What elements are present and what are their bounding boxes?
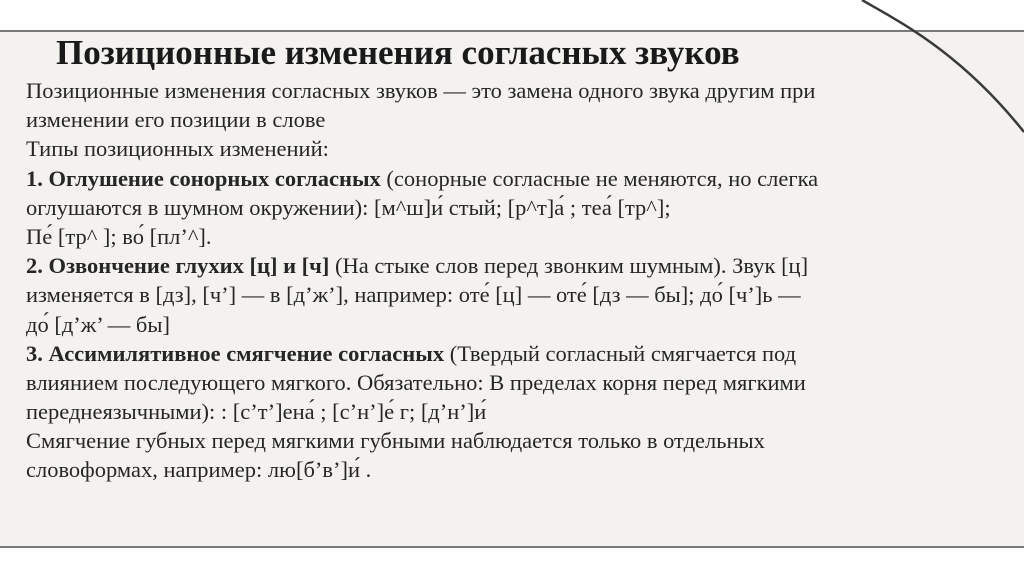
item3-heading: 3. Ассимилятивное смягчение согласных [26, 340, 445, 366]
bottom-band [0, 548, 1024, 574]
item2-line-1 [26, 251, 1016, 280]
item2-line-3: до́ [д’ж’ — бы] [26, 311, 170, 337]
definition-line-1: Позиционные изменения согласных звуков — это замена одного звука другим при [26, 78, 816, 103]
bottom-rule [0, 546, 1024, 548]
item3-line-1-rest: (Твердый согласный смягчается под [444, 340, 797, 366]
item1-line-3: Пе́ [тр^ ]; во́ [пл’^]. [26, 223, 212, 249]
types-heading: Типы позиционных изменений: [26, 136, 329, 162]
item1-line-1-rest: (сонорные согласные не меняются, но слегка [380, 165, 819, 191]
item3-line-3: переднеязычными): : [с’т’]ена́ ; [с’н’]е́ г; [д’н’]и́ [26, 399, 487, 425]
item1-line-1 [26, 164, 1016, 193]
item2-line-1-rest: (На стыке слов перед звонким шумным). Звук [ц] [329, 253, 809, 279]
top-band [0, 0, 1024, 30]
slide-body [26, 76, 1016, 485]
definition-line-2: изменении его позиции в слове [26, 107, 326, 133]
labial-line-1: Смягчение губных перед мягкими губными наблюдается только в отдельных [26, 428, 765, 454]
item2-heading: 2. Озвончение глухих [ц] и [ч] [26, 253, 330, 279]
item3-line-2: влиянием последующего мягкого. Обязательно: В пределах корня перед мягкими [26, 369, 806, 395]
item1-heading: 1. Оглушение сонорных согласных [26, 165, 381, 191]
item3-line-1 [26, 339, 1016, 368]
slide-title: Позиционные изменения согласных звуков [56, 33, 740, 72]
item1-line-2: оглушаются в шумном окружении): [м^ш]и́ стый; [р^т]а́ ; теа́ [тр^]; [26, 194, 671, 220]
labial-line-2: словоформах, например: лю[б’в’]и́ . [26, 457, 372, 483]
item2-line-2: изменяется в [дз], [ч’] — в [д’ж’], например: оте́ [ц] — оте́ [дз — бы]; до́ [ч’]ь — [26, 282, 801, 308]
